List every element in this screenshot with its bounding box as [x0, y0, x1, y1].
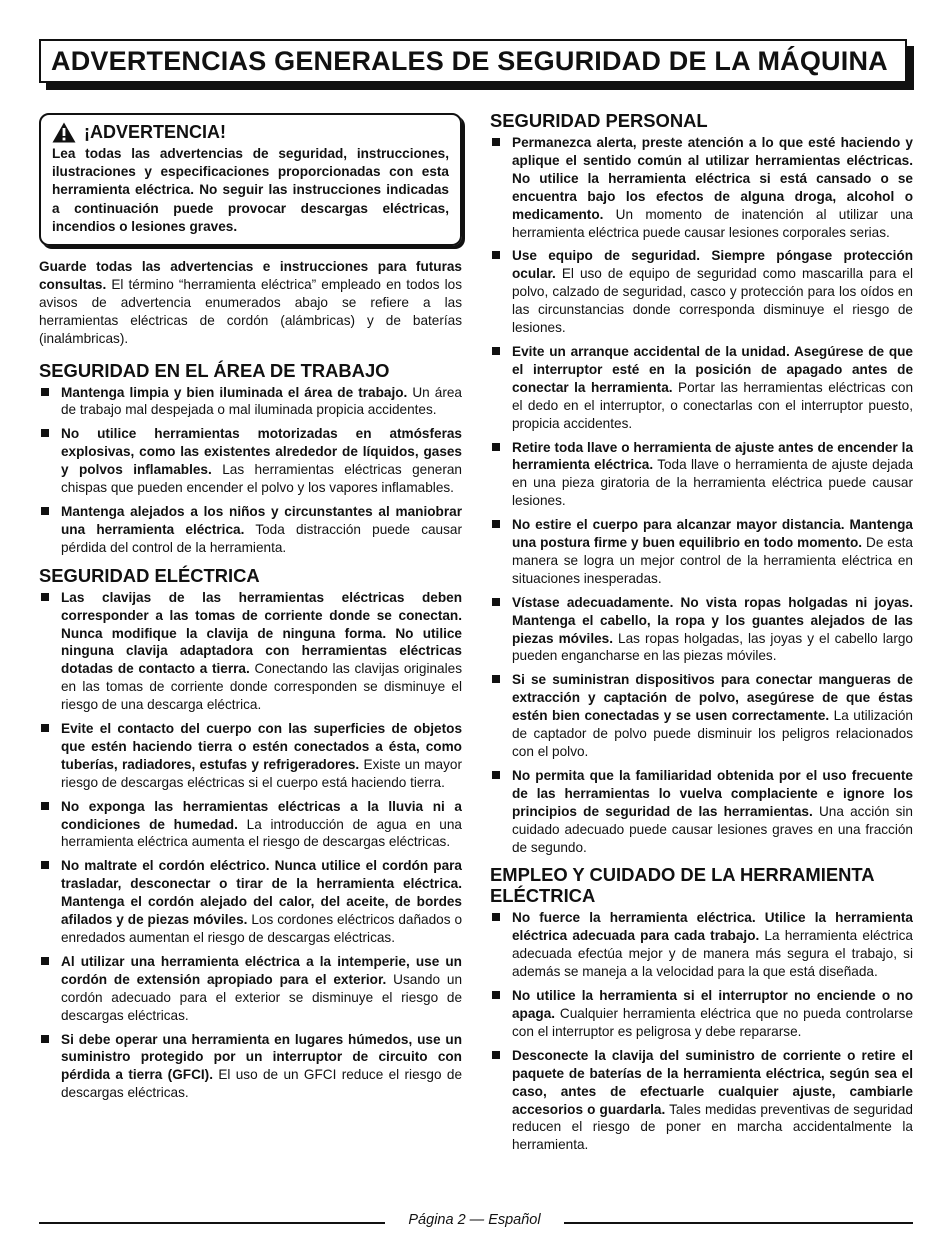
square-bullet-icon — [41, 861, 49, 869]
square-bullet-icon — [492, 138, 500, 146]
section-heading: SEGURIDAD EN EL ÁREA DE TRABAJO — [39, 359, 390, 381]
item-bold-text: No maltrate el cordón eléctrico. Nunca utilice el cordón para trasladar, desconectar o tirar de la herramienta eléctrica. Mantenga el cordón alejado del calor, del aceite, de bordes afilados y de piezas móviles. — [61, 858, 462, 928]
item-text: Conectando las clavijas originales en las tomas de corriente donde corresponden se disminuye el riesgo de una descarga eléctrica. — [61, 661, 462, 713]
square-bullet-icon — [492, 443, 500, 451]
item-text: Toda distracción puede causar pérdida del control de la herramienta. — [61, 521, 462, 555]
list-item — [490, 594, 913, 666]
footer-rule-left — [39, 1222, 385, 1224]
intro-text: El término “herramienta eléctrica” empleado en todos los avisos de advertencia enumerados abajo se refiere a las herramientas eléctricas de cordón (alámbricas) y de baterías (inalámbricas). — [39, 276, 462, 346]
list-item — [39, 425, 462, 497]
list-item — [39, 720, 462, 792]
list-item — [39, 503, 462, 557]
list-item — [39, 589, 462, 714]
list-item — [490, 516, 913, 588]
warning-box — [39, 113, 462, 246]
left-sections — [39, 360, 462, 1103]
page-title: ADVERTENCIAS GENERALES DE SEGURIDAD DE LA MÁQUINA — [51, 46, 888, 76]
item-bold-text: No estire el cuerpo para alcanzar mayor distancia. Mantenga una postura firme y buen equilibrio en todo momento. — [512, 517, 913, 551]
item-text: Portar las herramientas eléctricas con el dedo en el interruptor, o conectarlas con el interruptor puesto, propicia accidentes. — [512, 379, 913, 431]
list-item — [490, 671, 913, 761]
item-text: Las ropas holgadas, las joyas y el cabello largo pueden engancharse en las piezas móviles. — [512, 630, 913, 664]
item-bold-text: Evite un arranque accidental de la unidad. Asegúrese de que el interruptor esté en la posición de apagado antes de conectar la herramienta. — [512, 343, 913, 395]
footer-rule-right — [564, 1222, 913, 1224]
section-list — [39, 589, 462, 1102]
item-text: Un área de trabajo mal despejada o mal iluminada propicia accidentes. — [61, 384, 462, 418]
item-text: De esta manera se logra un mejor control de la herramienta eléctrica en situaciones inesperadas. — [512, 535, 913, 586]
item-text: Toda llave o herramienta de ajuste dejada en una pieza giratoria de la herramienta eléctrica puede causar lesiones. — [512, 457, 913, 509]
square-bullet-icon — [492, 347, 500, 355]
section-heading: SEGURIDAD ELÉCTRICA — [39, 564, 260, 586]
item-text: El uso de equipo de seguridad como mascarilla para el polvo, calzado de seguridad, casco y protección para los oídos en las circunstancias donde corresponda disminuye el riesgo de lesiones. — [512, 266, 913, 336]
list-item — [490, 909, 913, 981]
list-item — [39, 384, 462, 420]
item-bold-text: Desconecte la clavija del suministro de corriente o retire el paquete de baterías de la herramienta eléctrica, según sea el caso, antes de efectuarle cualquier ajuste, cambiarle accesorios o guardarla. — [512, 1047, 913, 1117]
item-bold-text: Evite el contacto del cuerpo con las superficies de objetos que estén haciendo tierra o estén conectados a ésta, como tuberías, radiadores, estufas y refrigeradores. — [61, 721, 462, 772]
intro-paragraph — [39, 258, 462, 348]
item-text: Los cordones eléctricos dañados o enredados aumentan el riesgo de descargas eléctricas. — [61, 912, 463, 946]
item-bold-text: No fuerce la herramienta eléctrica. Utilice la herramienta eléctrica adecuada para cada trabajo. — [512, 910, 913, 944]
item-text: El uso de un GFCI reduce el riesgo de descargas eléctricas. — [61, 1067, 463, 1101]
item-bold-text: Retire toda llave o herramienta de ajuste antes de encender la herramienta eléctrica. — [512, 439, 913, 473]
section-list — [39, 384, 462, 557]
item-bold-text: Si se suministran dispositivos para conectar mangueras de extracción y captación de polvo, asegúrese de que éstas estén bien conectadas y se usen correctamente. — [512, 672, 913, 724]
square-bullet-icon — [492, 675, 500, 683]
page-number: Página 2 — Español — [408, 1212, 541, 1228]
list-item — [490, 987, 913, 1041]
square-bullet-icon — [41, 507, 49, 515]
list-item — [39, 953, 462, 1025]
list-item — [39, 857, 462, 947]
item-text: La utilización de captador de polvo puede disminuir los peligros relacionados con el polvo. — [512, 708, 913, 759]
warning-title: ¡ADVERTENCIA! — [84, 121, 226, 142]
square-bullet-icon — [41, 429, 49, 437]
item-bold-text: Mantenga alejados a los niños y circunstantes al maniobrar una herramienta eléctrica. — [61, 503, 462, 537]
square-bullet-icon — [41, 802, 49, 810]
list-item — [39, 798, 462, 852]
section-heading: SEGURIDAD PERSONAL — [490, 110, 708, 131]
item-bold-text: Al utilizar una herramienta eléctrica a la intemperie, use un cordón de extensión apropiado para el exterior. — [61, 953, 462, 987]
section-list — [490, 909, 913, 1154]
left-column — [39, 110, 462, 1108]
item-bold-text: Permanezca alerta, preste atención a lo que esté haciendo y aplique el sentido común al utilizar herramientas eléctricas. No utilice la herramienta eléctrica si está cansado o se encuentra bajo los efectos de alguna droga, alcohol o medicamento. — [512, 135, 913, 222]
item-bold-text: Use equipo de seguridad. Siempre póngase protección ocular. — [512, 248, 913, 282]
square-bullet-icon — [492, 598, 500, 606]
item-text: Usando un cordón adecuado para el exterior se disminuye el riesgo de descargas eléctricas. — [61, 971, 463, 1023]
list-item — [490, 134, 913, 241]
list-item — [39, 1031, 462, 1103]
item-text: Un momento de inatención al utilizar una herramienta eléctrica puede causar lesiones corporales serias. — [512, 206, 913, 240]
warning-text: Lea todas las advertencias de seguridad, instrucciones, ilustraciones y especificaciones proporcionadas con esta herramienta eléctrica. No seguir las instrucciones indicadas a continuación puede provocar descargas eléctricas, incendios o lesiones graves. — [52, 146, 449, 234]
section-heading: EMPLEO Y CUIDADO DE LA HERRAMIENTA ELÉCTRICA — [490, 864, 874, 907]
section-list — [490, 134, 913, 856]
list-item — [490, 343, 913, 433]
square-bullet-icon — [41, 388, 49, 396]
square-bullet-icon — [41, 724, 49, 732]
square-bullet-icon — [492, 1051, 500, 1059]
item-text: La herramienta eléctrica adecuada efectúa mejor y de manera más segura el trabajo, si además se maneja a la velocidad para la que está diseñada. — [512, 928, 913, 980]
warning-triangle-icon — [52, 122, 76, 143]
square-bullet-icon — [492, 520, 500, 528]
item-text: Existe un mayor riesgo de descargas eléctricas si el cuerpo está haciendo tierra. — [61, 756, 462, 790]
warning-header — [52, 122, 449, 143]
page-title-box — [39, 39, 907, 83]
square-bullet-icon — [492, 251, 500, 259]
item-bold-text: Si debe operar una herramienta en lugares húmedos, use un suministro protegido por un interruptor de circuito con pérdida a tierra (GFCI). — [61, 1031, 462, 1083]
list-item — [490, 247, 913, 337]
square-bullet-icon — [41, 957, 49, 965]
list-item — [490, 1047, 913, 1154]
square-bullet-icon — [492, 991, 500, 999]
item-text: Cualquier herramienta eléctrica que no pueda controlarse con el interruptor es peligrosa y debe repararse. — [512, 1005, 913, 1039]
list-item — [490, 767, 913, 857]
intro-bold: Guarde todas las advertencias e instrucciones para futuras consultas. — [39, 259, 462, 292]
item-text: La introducción de agua en una herramienta eléctrica aumenta el riesgo de descargas eléctricas. — [61, 816, 462, 850]
square-bullet-icon — [492, 913, 500, 921]
item-text: Las herramientas eléctricas generan chispas que pueden encender el polvo y los vapores inflamables. — [61, 462, 462, 496]
item-bold-text: Mantenga limpia y bien iluminada el área de trabajo. — [61, 384, 408, 400]
item-text: Una acción sin cuidado adecuado puede causar lesiones graves en una fracción de segundo. — [512, 803, 913, 855]
item-bold-text: No utilice herramientas motorizadas en atmósferas explosivas, como las existentes alrededor de líquidos, gases y polvos inflamables. — [61, 426, 462, 478]
square-bullet-icon — [492, 771, 500, 779]
right-column — [490, 110, 913, 1160]
item-bold-text: No utilice la herramienta si el interruptor no enciende o no apaga. — [512, 988, 913, 1021]
item-bold-text: No permita que la familiaridad obtenida por el uso frecuente de las herramientas lo vuelva complaciente e ignore los principios de seguridad de las herramientas. — [512, 767, 913, 819]
item-bold-text: Vístase adecuadamente. No vista ropas holgadas ni joyas. Mantenga el cabello, la ropa y los guantes alejados de las piezas móviles. — [512, 594, 913, 646]
page-footer — [39, 1210, 913, 1230]
square-bullet-icon — [41, 1035, 49, 1043]
square-bullet-icon — [41, 593, 49, 601]
item-bold-text: No exponga las herramientas eléctricas a la lluvia ni a condiciones de humedad. — [61, 798, 462, 832]
item-text: Tales medidas preventivas de seguridad reducen el riesgo de poner en marcha accidentalmente la herramienta. — [512, 1101, 913, 1153]
item-bold-text: Las clavijas de las herramientas eléctricas deben corresponder a las tomas de corriente donde se conectan. Nunca modifique la clavija de ninguna forma. No utilice ninguna clavija adaptadora con herramientas eléctricas dotadas de contacto a tierra. — [61, 589, 462, 677]
list-item — [490, 439, 913, 511]
